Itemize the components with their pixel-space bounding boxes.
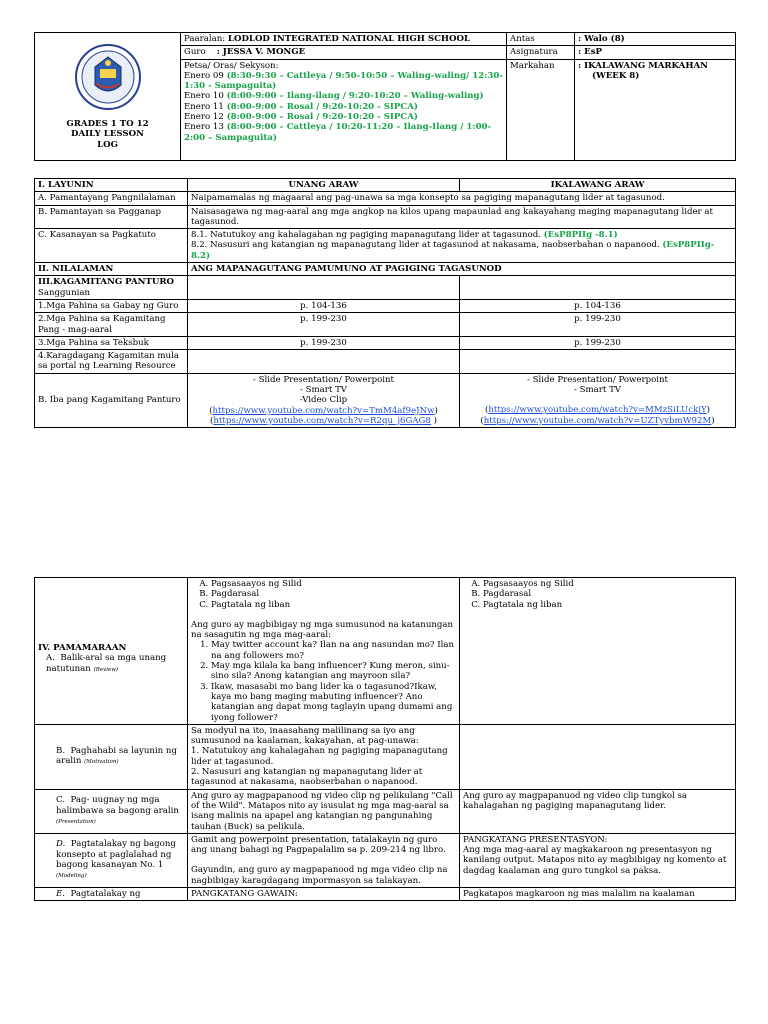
- paghahabi-day1: [188, 724, 460, 789]
- header-title-line-3: LOG: [97, 139, 118, 150]
- header-title-cell: [35, 33, 181, 161]
- unang-araw-heading: UNANG ARAW: [188, 179, 460, 192]
- kasanayan-cell: [188, 229, 736, 263]
- schedule-row: [184, 112, 503, 122]
- asignatura-value: : EsP: [575, 46, 736, 59]
- kasanayan-text: 8.2. Nasusuri ang katangian ng mapanagutang lider at tagasunod at nakasama, naobserbahan o napanood.: [191, 240, 660, 251]
- video-link[interactable]: https://www.youtube.com/watch?v=TmM4af9eJNw: [212, 405, 435, 416]
- pagtatalakay-2-label-cell: [35, 888, 188, 901]
- question-item: 1. May twitter account ka? Ilan na ang nasundan mo? Ilan na ang followers mo?: [211, 640, 456, 661]
- kasanayan-code: (EsP8PIIg-8.2): [191, 240, 715, 261]
- balik-aral-day1: [188, 578, 460, 725]
- routine-item: B. Pagdarasal: [211, 589, 456, 599]
- modeling-tag: (Modeling): [56, 873, 87, 880]
- header-title-line-1: GRADES 1 TO 12: [66, 119, 149, 129]
- paghahabi-text: Paghahabi sa layunin ng aralin: [56, 745, 177, 767]
- routine-item: B. Pagdarasal: [483, 589, 732, 599]
- schedule-times: (8:00-9:00 – Rosal / 9:20-10:20 - SIPCA): [226, 101, 418, 112]
- schedule-times: (8:00-9:00 – Rosal / 9:20-10:20 - SIPCA): [226, 112, 418, 123]
- mag-aaral-pages-day2: p. 199-230: [460, 313, 736, 337]
- pagtatalakay-label: D. Pagtatalakay ng bagong konsepto at paglalahad ng bagong kasanayan No. 1 (Modeling): [56, 839, 176, 880]
- schedule-row: [184, 91, 503, 101]
- material-item: - Slide Presentation/ Powerpoint: [252, 374, 395, 385]
- paghahabi-item: 2. Nasusuri ang katangian ng mapanagutang lider at tagasunod at nakasama, naobserbahan o napanood.: [191, 767, 423, 788]
- balik-aral-label-cell: [35, 578, 188, 725]
- empty-cell: [188, 276, 460, 300]
- pag-uugnay-day1: Ang guro ay magpapanood ng video clip ng pelikulang "Call of the Wild". Matapos nito ay isusulat ng mga mag-aaral sa isang malinis na apapel ang katangian ng pangunahing tauhan (Buck) sa pelikula.: [188, 789, 460, 833]
- video-link-row: (https://www.youtube.com/watch?v=UZTyvbmW92M): [480, 415, 715, 426]
- objectives-table: [34, 178, 736, 428]
- routine-list: [191, 579, 456, 610]
- schedule-times: (8:00-9:00 – Cattleya / 10:20-11:20 – Ilang-Ilang / 1:00-2:00 – Sampaguita): [184, 122, 492, 143]
- kagamitan-cell: [35, 276, 188, 300]
- pag-uugnay-label: C. Pag- uugnay ng mga halimbawa sa bagong aralin (Presentation): [56, 795, 179, 825]
- header-title-line-2: DAILY LESSON: [71, 129, 144, 140]
- antas-value: : Walo (8): [575, 33, 736, 46]
- iba-pang-kagamitan-day2: [460, 373, 736, 427]
- teksbuk-pages-day2: p. 199-230: [460, 336, 736, 349]
- question-list: [191, 640, 456, 722]
- pagtatalakay-2-label: E. Pagtatalakay ng: [56, 889, 141, 900]
- video-link[interactable]: https://www.youtube.com/watch?v=MMzSiLUckjY: [488, 405, 707, 416]
- deped-seal-icon: [74, 43, 142, 111]
- paghahabi-item: 1. Natutukoy ang kahalagahan ng pagiging mapanagutang lider at tagasunod.: [191, 746, 448, 767]
- question-item: 2. May mga kilala ka bang influencer? Kung meron, sinu-sino sila? Anong katangian ang mayroon sila?: [211, 661, 456, 682]
- routine-item: C. Pagtatala ng liban: [483, 600, 732, 610]
- pag-uugnay-label-cell: [35, 789, 188, 833]
- routine-list: [463, 579, 732, 610]
- material-item: - Smart TV: [299, 385, 348, 396]
- material-item: -Video Clip: [299, 395, 348, 406]
- teksbuk-pages-day1: p. 199-230: [188, 336, 460, 349]
- nilalaman-label: II. NILALAMAN: [35, 263, 188, 276]
- kasanayan-label: C. Kasanayan sa Pagkatuto: [35, 229, 188, 263]
- gabay-label: 1.Mga Pahina sa Gabay ng Guro: [35, 299, 188, 312]
- paghahabi-label-cell: [35, 724, 188, 789]
- pagtatalakay-day1: [188, 833, 460, 887]
- markahan-label: Markahan: [507, 59, 575, 160]
- pagganap-text: Naisasagawa ng mag-aaral ang mga angkop na kilos upang mapaunlad ang kakayahang maging mapanagutang lider at tagasunod.: [188, 205, 736, 229]
- week-label: (WEEK 8): [592, 70, 640, 81]
- kagamitan-label: III.KAGAMITANG PANTURO: [38, 277, 175, 288]
- question-item: 3. Ikaw, masasabi mo bang lider ka o tagasunod?Ikaw, kaya mo bang maging mabuting influencer? Ano katangian ang dapat mong taglayin upang dumami ang iyong follower?: [211, 682, 456, 723]
- balik-aral-day2: [460, 578, 736, 725]
- video-link[interactable]: https://www.youtube.com/watch?v=UZTyvbmW92M: [483, 415, 712, 426]
- empty-cell: [188, 350, 460, 374]
- schedule-row: [184, 122, 503, 143]
- kasanayan-text: 8.1. Natutukoy ang kahalagahan ng pagiging mapanagutang lider at tagasunod.: [191, 230, 541, 241]
- paaralan-cell: [181, 33, 507, 46]
- pag-uugnay-text: Pag- uugnay ng mga halimbawa sa bagong aralin: [56, 795, 179, 816]
- pagtatalakay-text: Pagtatalakay ng bagong konsepto at paglalahad ng bagong kasanayan No. 1: [56, 839, 176, 870]
- paghahabi-intro: Sa modyul na ito, inaasahang malilinang sa iyo ang sumusunod na kaalaman, kakayahan, at pag-unawa:: [191, 725, 419, 747]
- markahan-value: : IKALAWANG MARKAHAN: [578, 60, 708, 71]
- schedule-row: [184, 71, 503, 92]
- gabay-pages-day1: p. 104-136: [188, 299, 460, 312]
- pagtatalakay-2-text: Pagtatalakay ng: [70, 889, 141, 900]
- presentation-tag: (Presentation): [56, 818, 96, 825]
- motivation-tag: (Motivation): [84, 759, 119, 766]
- schedule-day: Enero 10: [184, 91, 224, 102]
- routine-item: C. Pagtatala ng liban: [211, 600, 456, 610]
- video-link-row: (https://www.youtube.com/watch?v=MMzSiLUckjY): [485, 405, 710, 416]
- empty-cell: [460, 350, 736, 374]
- schedule-day: Enero 12: [184, 112, 224, 123]
- petsa-label: Petsa/ Oras/ Sekyson:: [184, 60, 279, 71]
- iba-pang-kagamitan-day1: [188, 373, 460, 427]
- paaralan-value: LODLOD INTEGRATED NATIONAL HIGH SCHOOL: [227, 34, 471, 44]
- pagtatalakay-2-day1: PANGKATANG GAWAIN:: [188, 888, 460, 901]
- schedule-day: Enero 11: [184, 101, 224, 112]
- procedure-table: [34, 577, 736, 901]
- paghahabi-label: B. Paghahabi sa layunin ng aralin (Motivation): [56, 745, 177, 767]
- pagtatalakay-label-cell: [35, 833, 188, 887]
- antas-label: Antas: [507, 33, 575, 46]
- kasanayan-code: (EsP8PIIg -8.1): [543, 230, 618, 241]
- empty-cell: [460, 276, 736, 300]
- pamantayang-label: A. Pamantayang Pangnilalaman: [35, 192, 188, 205]
- schedule-cell: [181, 59, 507, 160]
- header-table: [34, 32, 736, 161]
- material-item: - Slide Presentation/ Powerpoint: [526, 374, 669, 385]
- pagtatalakay-para: Gayundin, ang guro ay magpapanood ng mga video clip na nagbibigay karagdagang impormasyon sa talakayan.: [191, 865, 448, 886]
- routine-item: A. Pagsasaayos ng Silid: [483, 579, 732, 589]
- asignatura-label: Asignatura: [507, 46, 575, 59]
- mag-aaral-pages-day1: p. 199-230: [188, 313, 460, 337]
- iba-pang-kagamitan-label: B. Iba pang Kagamitang Panturo: [35, 373, 188, 427]
- pagtatalakay-day2: PANGKATANG PRESENTASYON: Ang mga mag-aaral ay magkakaroon ng presentasyon ng kanilang output. Matapos nito ay magbibigay ng komento at dagdag kaalaman ang guro tungkol sa paksa.: [460, 833, 736, 887]
- pagtatalakay-2-day2: Pagkatapos magkaroon ng mas malalim na kaalaman: [460, 888, 736, 901]
- teksbuk-label: 3.Mga Pahina sa Teksbuk: [35, 336, 188, 349]
- sanggunian-label: Sanggunian: [38, 287, 91, 298]
- markahan-cell: [575, 59, 736, 160]
- schedule-day: Enero 09: [184, 70, 224, 81]
- guro-cell: [181, 46, 507, 59]
- balik-aral-text: Balik-aral sa mga unang natutunan: [46, 653, 167, 674]
- video-link-row: (https://www.youtube.com/watch?v=R2qu_j6GAG8 ): [210, 415, 437, 426]
- pagganap-label: B. Pamantayan sa Pagganap: [35, 205, 188, 229]
- kagamitang-pang-mag-aaral-label: 2.Mga Pahina sa Kagamitang Pang - mag-aaral: [35, 313, 188, 337]
- schedule-row: [184, 102, 503, 112]
- empty-cell: [460, 724, 736, 789]
- karagdagang-kagamitan-label: 4.Karagdagang Kagamitan mula sa portal ng Learning Resource: [35, 350, 188, 374]
- schedule-times: (8:00-9:00 – Ilang-ilang / 9:20-10:20 – Waling-waling): [226, 91, 484, 102]
- video-link[interactable]: https://www.youtube.com/watch?v=R2qu_j6GAG8: [213, 415, 431, 426]
- schedule-times: (8:30-9:30 – Cattleya / 9:50-10:50 – Waling-waling/ 12:30-1:30 - Sampaguita): [184, 70, 503, 92]
- kasanayan-item: [191, 240, 732, 261]
- kasanayan-item: [191, 230, 732, 240]
- material-item: - Smart TV: [573, 385, 622, 396]
- paaralan-label: Paaralan:: [184, 34, 226, 44]
- ikalawang-araw-heading: IKALAWANG ARAW: [460, 179, 736, 192]
- nilalaman-text: ANG MAPANAGUTANG PAMUMUNO AT PAGIGING TAGASUNOD: [188, 263, 736, 276]
- schedule-day: Enero 13: [184, 122, 224, 133]
- guro-label: Guro: [184, 47, 206, 58]
- pag-uugnay-day2: Ang guro ay magpapanuod ng video clip tungkol sa kahalagahan ng pagiging mapanagutang lider.: [460, 789, 736, 833]
- gabay-pages-day2: p. 104-136: [460, 299, 736, 312]
- layunin-heading: I. LAYUNIN: [35, 179, 188, 192]
- pamamaraan-label: IV. PAMAMARAAN: [38, 643, 127, 653]
- routine-item: A. Pagsasaayos ng Silid: [211, 579, 456, 589]
- guro-value: : JESSA V. MONGE: [216, 47, 306, 58]
- balik-aral-intro: Ang guro ay magbibigay ng mga sumusunod na katanungan na sasagutin ng mga mag-aaral:: [191, 619, 454, 641]
- video-link-row: (https://www.youtube.com/watch?v=TmM4af9eJNw): [209, 405, 438, 416]
- pagtatalakay-para: Gamit ang powerpoint presentation, tatalakayin ng guro ang unang bahagi ng Pagpapalalim sa p. 209-214 ng libro.: [191, 834, 446, 856]
- pamantayang-text: Naipamamalas ng magaaral ang pag-unawa sa mga konsepto sa pagiging mapanagutang lider at tagasunod.: [188, 192, 736, 205]
- review-tag: (Review): [93, 666, 119, 673]
- balik-aral-label: A. Balik-aral sa mga unang natutunan (Review): [46, 653, 167, 674]
